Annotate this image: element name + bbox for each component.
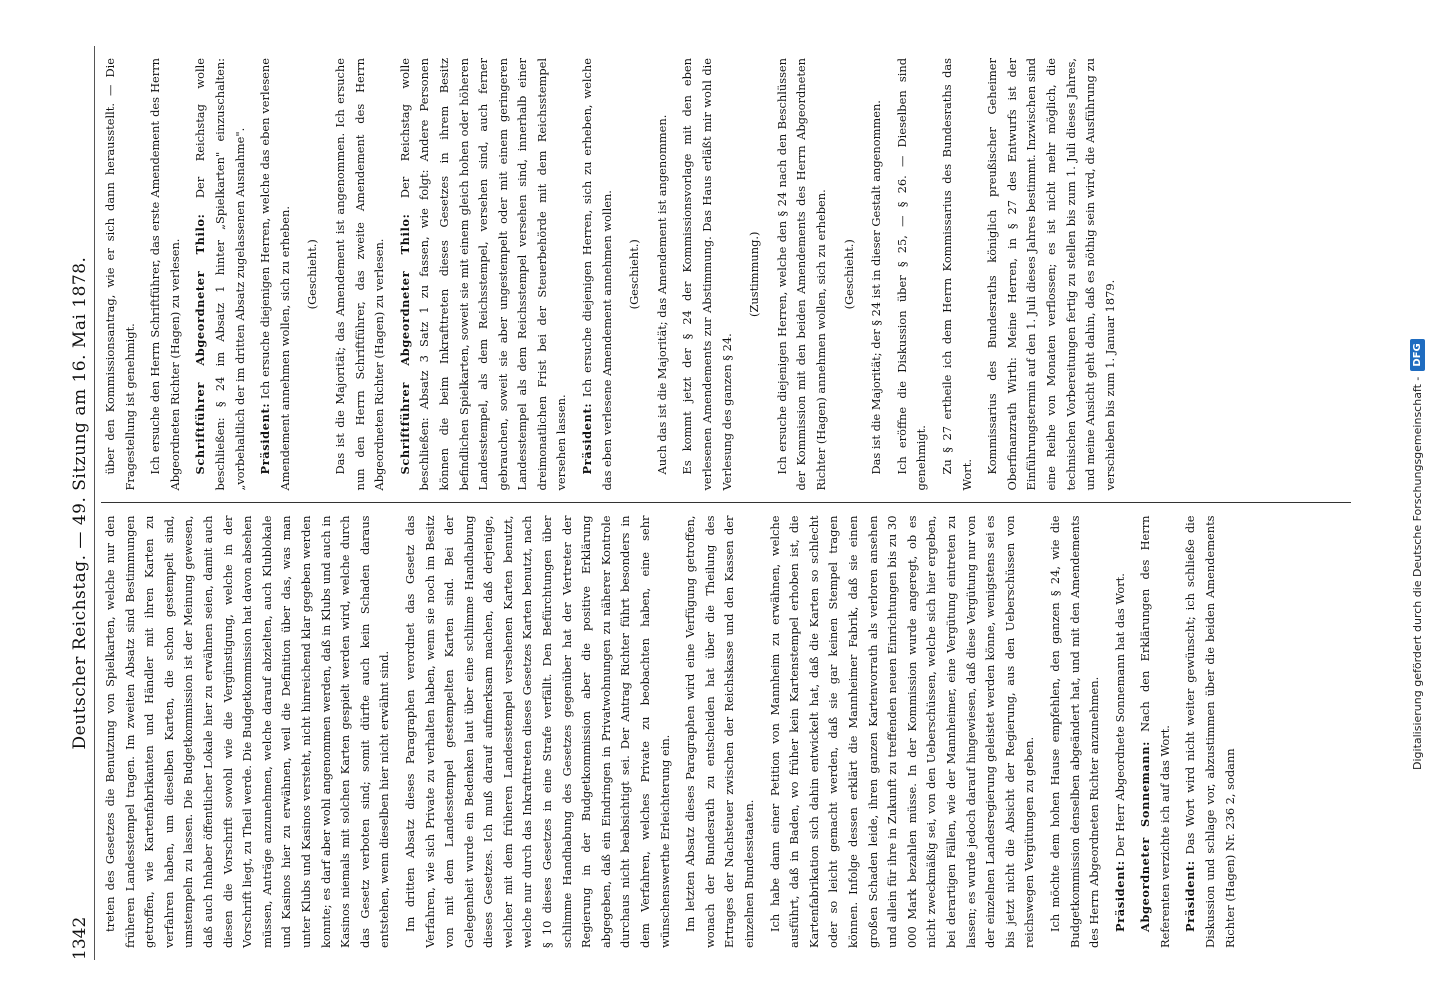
- paragraph: Im dritten Absatz dieses Paragraphen verordnet das Gesetz das Verfahren, wie sich Private zu verhalten haben, wenn sie noch im Besitz von mit dem Landesstempel gestempelten Karten sind. Bei der Gelegenheit wurde ein Bedenken laut über eine schlimme Handhabung dieses Gesetzes. Ich muß darauf aufmerksam machen, daß derjenige, welcher mit dem früheren Landesstempel versehenen Karten benutzt, welche nur durch das Inkrafttreten dieses Gesetzes Karten benutzt, nach § 10 dieses Gesetzes in eine Strafe verfällt. Den Befürchtungen über schlimme Handhabung des Gesetzes gegenüber hat der Vertreter der Regierung in der Budgetkommission aber die positive Erklärung abgegeben, daß ein Eindringen in Privatwohnungen zu näherer Kontrole durchaus nicht beabsichtigt sei. Der Antrag Richter führt besonders in dem Verfahren, welches Private zu beobachten haben, eine sehr wünschenswerthe Erleichterung ein.: [402, 515, 672, 948]
- text-columns: [101, 46, 1351, 960]
- dfg-logo: DFG: [1410, 339, 1425, 370]
- paragraph: Auch das ist die Majorität; das Amendement ist angenommen.: [654, 114, 669, 475]
- page-number: 1342: [70, 916, 90, 960]
- paragraph: Ich eröffne die Diskussion über § 25, — § 26. — Dieselben sind genehmigt.: [894, 58, 929, 491]
- speaker-label: Präsident:: [1112, 860, 1127, 932]
- paragraph: Schriftführer Abgeordneter Thilo: Der Reichstag wolle beschließen: Absatz 3 Satz 1 zu fassen, wie folgt: Andere Personen können die beim Inkrafttreten dieses Gesetzes in ihrem Besitz befindlichen Spielkarten, soweit sie mit einem gleich hohen oder höheren Landesstempel, als dem Reichsstempel, versehen sind, auch ferner gebrauchen, soweit sie aber ungestempelt oder mit einem geringeren Landesstempel als dem Reichsstempel versehen sind, innerhalb einer dreimonatlichen Frist bei der Steuerbehörde mit dem Reichsstempel versehen lassen.: [397, 58, 569, 491]
- paragraph: Ich möchte dem hohen Hause empfehlen, den ganzen § 24, wie die Budgetkommission denselben abgeändert hat, und mit den Amendements des Herrn Abgeordneten Richter anzunehmen.: [1047, 515, 1102, 948]
- running-title: Deutscher Reichstag. — 49. Sitzung am 16. Mai 1878.: [70, 256, 90, 750]
- paragraph: Zu § 27 ertheile ich dem Herrn Kommissarius des Bundesraths das Wort.: [939, 58, 974, 491]
- left-column: [101, 504, 1351, 961]
- paragraph: Abgeordneter Sonnemann: Nach den Erklärungen des Herrn Referenten verzichte ich auf das Wort.: [1138, 515, 1172, 948]
- page-header: [70, 46, 95, 960]
- right-column: [101, 46, 1351, 504]
- paragraph: Schriftführer Abgeordneter Thilo: Der Reichstag wolle beschließen: § 24 im Absatz 1 hinter „Spielkarten" einzuschalten: „vorbehaltlich der im dritten Absatz zugelassenen Ausnahme".: [193, 58, 247, 491]
- speaker-label: Präsident:: [258, 402, 273, 475]
- paragraph: Präsident: Ich ersuche diejenigen Herren, sich zu erheben, welche das eben verlesene Amendement annehmen wollen.: [580, 58, 614, 491]
- paragraph: Präsident: Das Wort wird nicht weiter gewünscht; ich schließe die Diskussion und schlage vor, abzustimmen über die beiden Amendements Richter (Hagen) Nr. 236 2, sodann: [1183, 515, 1237, 948]
- paragraph: Ich habe dann einer Petition von Mannheim zu erwähnen, welche ausführt, daß in Baden, wo früher kein Kartenstempel erhoben ist, die Kartenfabrikation sich dahin entwickelt hat, daß die Karten so schlecht oder so leicht gemacht werden, daß sie gar keinen Stempel tragen können. Infolge dessen erklärt die Mannheimer Fabrik, daß sie einen großen Schaden leide, ihren ganzen Kartenvorrath als verloren ansehen und allein für ihre in Zukunft zu treffenden neuen Einrichtungen bis zu 30 000 Mark bezahlen müsse. In der Kommission wurde angeregt, ob es nicht zweckmäßig sei, von den Ueberschüssen, welche sich hier ergeben, bei derartigen Fällen, wie der Mannheimer, eine Vergütung eintreten zu lassen; es wurde jedoch darauf hingewiesen, daß diese Vergütung nur von der einzelnen Landesregierung geleistet werden könne, wenigstens sei es bis jetzt nicht die Absicht der Regierung, aus den Ueberschüssen von reichswegen Vergütungen zu geben.: [767, 515, 1037, 948]
- stage-direction: (Geschieht.): [627, 239, 642, 310]
- paragraph: Kommissarius des Bundesraths königlich preußischer Geheimer Oberfinanzrath Wirth: Meine Herren, in § 27 des Entwurfs ist der Einführungstermin auf den 1. Juli dieses Jahres bestimmt. Inzwischen sind eine Reihe von Monaten verflossen; es ist nicht mehr möglich, die technischen Vorbereitungen fertig zu stellen bis zum 1. Juli dieses Jahres, und meine Ansicht geht dahin, daß es nöthig sein wird, die Ausführung zu verschieben bis zum 1. Januar 1879.: [985, 58, 1117, 491]
- stage-direction: (Zustimmung.): [747, 231, 762, 317]
- speaker-label: Präsident:: [1183, 860, 1198, 932]
- paragraph: Ich ersuche den Herrn Schriftführer, das erste Amendement des Herrn Abgeordneten Richter (Hagen) zu verlesen.: [148, 58, 182, 491]
- paragraph: Das ist die Majorität; das Amendement ist angenommen. Ich ersuche nun den Herrn Schriftführer, das zweite Amendement des Herrn Abgeordneten Richter (Hagen) zu verlesen.: [332, 58, 387, 491]
- speaker-label: Schriftführer Abgeordneter Thilo:: [193, 213, 208, 475]
- paragraph: treten des Gesetzes die Benutzung von Spielkarten, welche nur den früheren Landesstempel tragen. Im zweiten Absatz sind Bestimmungen getroffen, wie Kartenfabrikanten und Händler mit ihren Karten zu verfahren haben, um dieselben Karten, die schon gestempelt sind, umstempeln zu lassen. Die Budgetkommission ist der Meinung gewesen, daß auch Inhaber öffentlicher Lokale hier zu erwähnen seien, damit auch diesen die Vorschrift sowohl wie die Vergünstigung, welche in der Vorschrift liegt, zu Theil werde. Die Budgetkommission hat davon absehen müssen, Anträge anzunehmen, welche darauf abzielten, auch Klublokale und Kasinos hier zu erwähnen, weil die Definition über das, was man unter Klubs und Kasinos versteht, nicht hinreichend klar gegeben werden konnte; es darf aber wohl angenommen werden, daß in Klubs und auch in Kasinos niemals mit solchen Karten gespielt werden wird, welche durch das Gesetz verboten sind; somit dürfte auch kein Schaden daraus entstehen, wenn dieselben hier nicht erwähnt sind.: [103, 515, 392, 948]
- stage-direction: (Geschieht.): [305, 239, 320, 310]
- speaker-label: Präsident:: [580, 402, 595, 475]
- speaker-label: Abgeordneter Sonnemann:: [1138, 741, 1153, 932]
- paragraph: Im letzten Absatz dieses Paragraphen wird eine Verfügung getroffen, wonach der Bundesrath zu entscheiden hat über die Theilung des Ertrages der Nachsteuer zwischen der Reichskasse und den Kassen der einzelnen Bundesstaaten.: [683, 515, 756, 948]
- paragraph: Ich ersuche diejenigen Herren, welche den § 24 nach den Beschlüssen der Kommission mit den beiden Amendements des Herrn Abgeordneten Richter (Hagen) annehmen wollen, sich zu erheben.: [774, 58, 828, 491]
- scanned-page: [18, 0, 1398, 1000]
- funding-credit: [1406, 10, 1428, 770]
- paragraph: Das ist die Majorität; der § 24 ist in dieser Gestalt angenommen.: [869, 100, 884, 475]
- paragraph: über den Kommissionsantrag, wie er sich dann herausstellt. — Die Fragestellung ist genehmigt.: [103, 58, 137, 491]
- stage-direction: (Geschieht.): [841, 239, 856, 310]
- paragraph: Präsident: Der Herr Abgeordnete Sonnemann hat das Wort.: [1112, 573, 1127, 932]
- funding-credit-text: Digitalisierung gefördert durch die Deutsche Forschungsgemeinschaft -: [1410, 376, 1424, 770]
- speaker-label: Schriftführer Abgeordneter Thilo:: [397, 213, 412, 475]
- paragraph: Es kommt jetzt der § 24 der Kommissionsvorlage mit den eben verlesenen Amendements zur Abstimmung. Das Haus erläßt mir wohl die Verlesung des ganzen § 24.: [680, 58, 734, 491]
- paragraph: Präsident: Ich ersuche diejenigen Herren, welche das eben verlesene Amendement annehmen wollen, sich zu erheben.: [258, 58, 292, 491]
